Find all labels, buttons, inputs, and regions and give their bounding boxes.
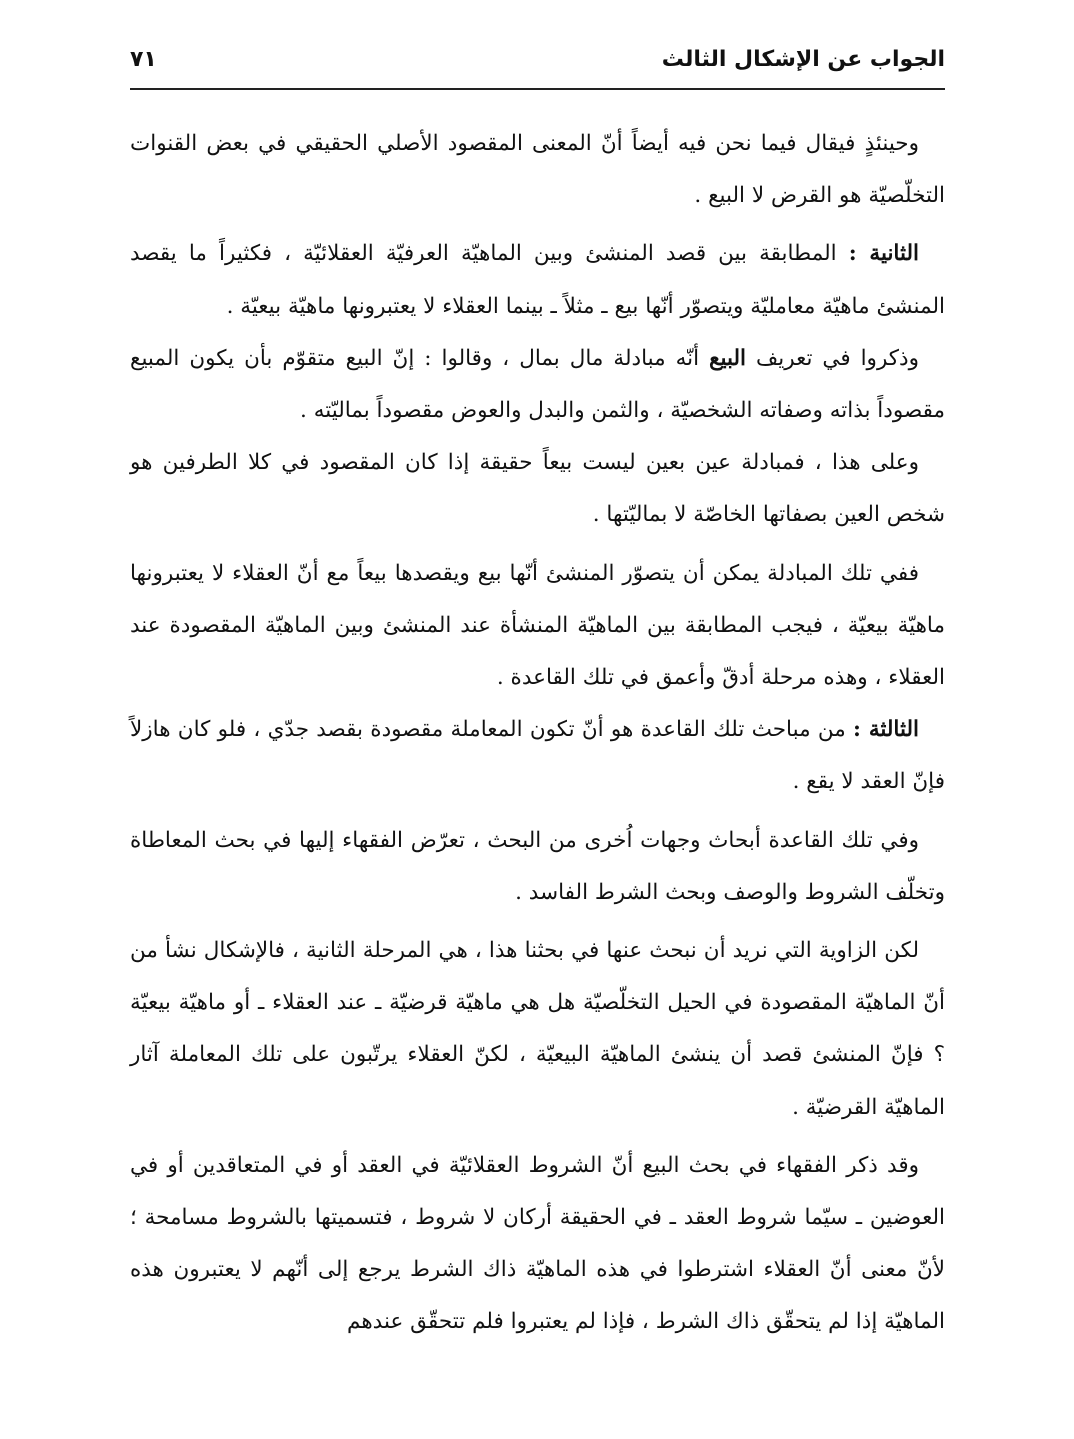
paragraph-8: [130, 925, 945, 1134]
body-text: [130, 118, 945, 1349]
paragraph-3: [130, 333, 945, 437]
running-header: [130, 40, 945, 82]
paragraph-7: [130, 815, 945, 919]
page-number: ٧١: [130, 47, 157, 72]
paragraph-5: [130, 548, 945, 705]
paragraph-text: وحينئذٍ فيقال فيما نحن فيه أيضاً أنّ المعنى المقصود الأصلي الحقيقي في بعض القنوات التخلّصيّة هو القرض لا البيع .: [130, 131, 945, 209]
paragraph-6: [130, 704, 945, 808]
paragraph-text: المطابقة بين قصد المنشئ وبين الماهيّة العرفيّة العقلائيّة ، فكثيراً ما يقصد المنشئ ماهيّة معامليّة ويتصوّر أنّها بيع ـ مثلاً ـ بينما العقلاء لا يعتبرونها ماهيّة بيعيّة .: [130, 241, 945, 319]
paragraph-2: [130, 228, 945, 332]
paragraph-9: [130, 1140, 945, 1349]
paragraph-text: من مباحث تلك القاعدة هو أنّ تكون المعاملة مقصودة بقصد جدّي ، فلو كان هازلاً فإنّ العقد لا يقع .: [130, 717, 945, 795]
paragraph-text: لكن الزاوية التي نريد أن نبحث عنها في بحثنا هذا ، هي المرحلة الثانية ، فالإشكال نشأ من أنّ الماهيّة المقصودة في الحيل التخلّصيّة هل هي ماهيّة قرضيّة ـ عند العقلاء ـ أو ماهيّة بيعيّة ؟ فإنّ المنشئ قصد أن ينشئ الماهيّة البيعيّة ، لكنّ العقلاء يرتّبون على تلك المعاملة آثار الماهيّة القرضيّة .: [130, 938, 945, 1120]
paragraph-1: [130, 118, 945, 222]
paragraph-text: وعلى هذا ، فمبادلة عين بعين ليست بيعاً حقيقة إذا كان المقصود في كلا الطرفين هو شخص العين بصفاتها الخاصّة لا بماليّتها .: [130, 450, 945, 528]
header-divider: [130, 88, 945, 90]
paragraph-4: [130, 437, 945, 541]
chapter-title: الجواب عن الإشكال الثالث: [661, 47, 945, 72]
paragraph-text: ففي تلك المبادلة يمكن أن يتصوّر المنشئ أنّها بيع ويقصدها بيعاً مع أنّ العقلاء لا يعتبرونها ماهيّة بيعيّة ، فيجب المطابقة بين الماهيّة المنشأة عند المنشئ وبين الماهيّة المقصودة عند العقلاء ، وهذه مرحلة أدقّ وأعمق في تلك القاعدة .: [130, 560, 945, 691]
paragraph-text: وقد ذكر الفقهاء في بحث البيع أنّ الشروط العقلائيّة في العقد أو في المتعاقدين أو في العوضين ـ سيّما شروط العقد ـ في الحقيقة أركان لا شروط ، فتسميتها بالشروط مسامحة ؛ لأنّ معنى أنّ العقلاء اشترطوا في هذه الماهيّة ذاك الشرط يرجع إلى أنّهم لا يعتبرون هذه الماهيّة إذا لم يتحقّق ذاك الشرط ، فإذا لم يعتبروا فلم تتحقّق عندهم: [130, 1152, 945, 1335]
paragraph-text: وفي تلك القاعدة أبحاث وجهات اُخرى من البحث ، تعرّض الفقهاء إليها في بحث المعاطاة وتخلّف الشروط والوصف وبحث الشرط الفاسد .: [130, 827, 945, 905]
point-heading-third: الثالثة :: [853, 717, 919, 743]
point-heading-second: الثانية :: [848, 241, 919, 267]
paragraph-text-after: أنّه مبادلة مال بمال ، وقالوا : إنّ البيع متقوّم بأن يكون المبيع مقصوداً بذاته وصفاته الشخصيّة ، والثمن والبدل والعوض مقصوداً بماليّته .: [130, 345, 945, 424]
paragraph-text-before: وذكروا في تعريف: [746, 345, 919, 371]
keyword-bay: البيع: [709, 345, 747, 371]
